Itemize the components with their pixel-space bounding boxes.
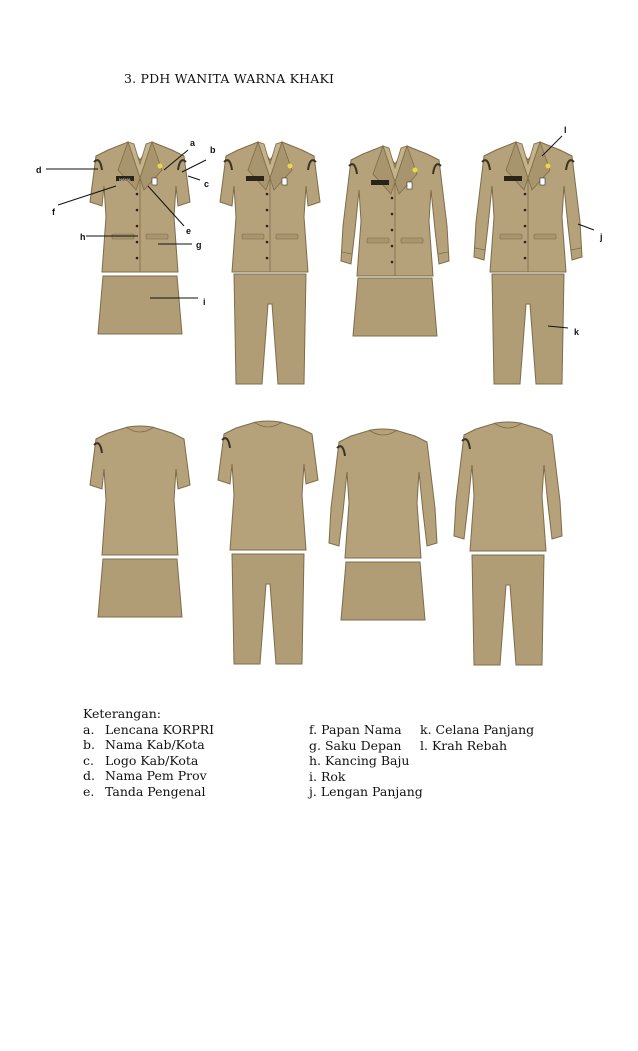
label-f: f xyxy=(52,207,55,217)
label-i: i xyxy=(203,297,206,307)
label-h: h xyxy=(80,232,86,242)
legend-item: g. Saku Depan xyxy=(309,737,402,753)
label-a: a xyxy=(190,138,196,148)
legend-item: j. Lengan Panjang xyxy=(309,784,423,800)
front-skirt-short-sleeve xyxy=(90,142,190,334)
back-trousers-long-sleeve xyxy=(454,422,562,665)
back-skirt-long-sleeve xyxy=(329,429,437,620)
legend-item: b. Nama Kab/Kota xyxy=(83,737,205,753)
label-k: k xyxy=(574,327,580,337)
legend-item: h. Kancing Baju xyxy=(309,753,410,769)
legend-column-1 xyxy=(83,706,214,800)
back-trousers-short-sleeve xyxy=(218,421,318,664)
legend-item: l. Krah Rebah xyxy=(420,737,508,753)
label-b: b xyxy=(210,145,216,155)
legend-item: i. Rok xyxy=(309,768,346,784)
legend-heading: Keterangan: xyxy=(83,706,162,721)
page-title: 3. PDH WANITA WARNA KHAKI xyxy=(124,71,335,86)
label-l: l xyxy=(564,125,567,135)
name-tag-text: NAMA xyxy=(119,177,131,182)
label-d: d xyxy=(36,165,42,175)
label-c: c xyxy=(204,179,210,189)
label-g: g xyxy=(196,240,202,250)
front-trousers-short-sleeve xyxy=(220,142,320,384)
front-trousers-long-sleeve xyxy=(474,142,582,384)
legend-item: f. Papan Nama xyxy=(309,722,402,737)
back-skirt-short-sleeve xyxy=(90,426,190,617)
legend-column-3 xyxy=(420,722,534,753)
label-j: j xyxy=(600,232,603,242)
legend-item: d. Nama Pem Prov xyxy=(83,768,207,784)
legend-column-2 xyxy=(309,722,423,800)
legend-item: e. Tanda Pengenal xyxy=(83,783,206,799)
legend-item: a. Lencana KORPRI xyxy=(83,721,215,737)
label-e: e xyxy=(186,226,192,236)
legend-item: c. Logo Kab/Kota xyxy=(83,752,199,768)
legend-item: k. Celana Panjang xyxy=(420,722,535,737)
front-skirt-long-sleeve xyxy=(341,146,449,336)
